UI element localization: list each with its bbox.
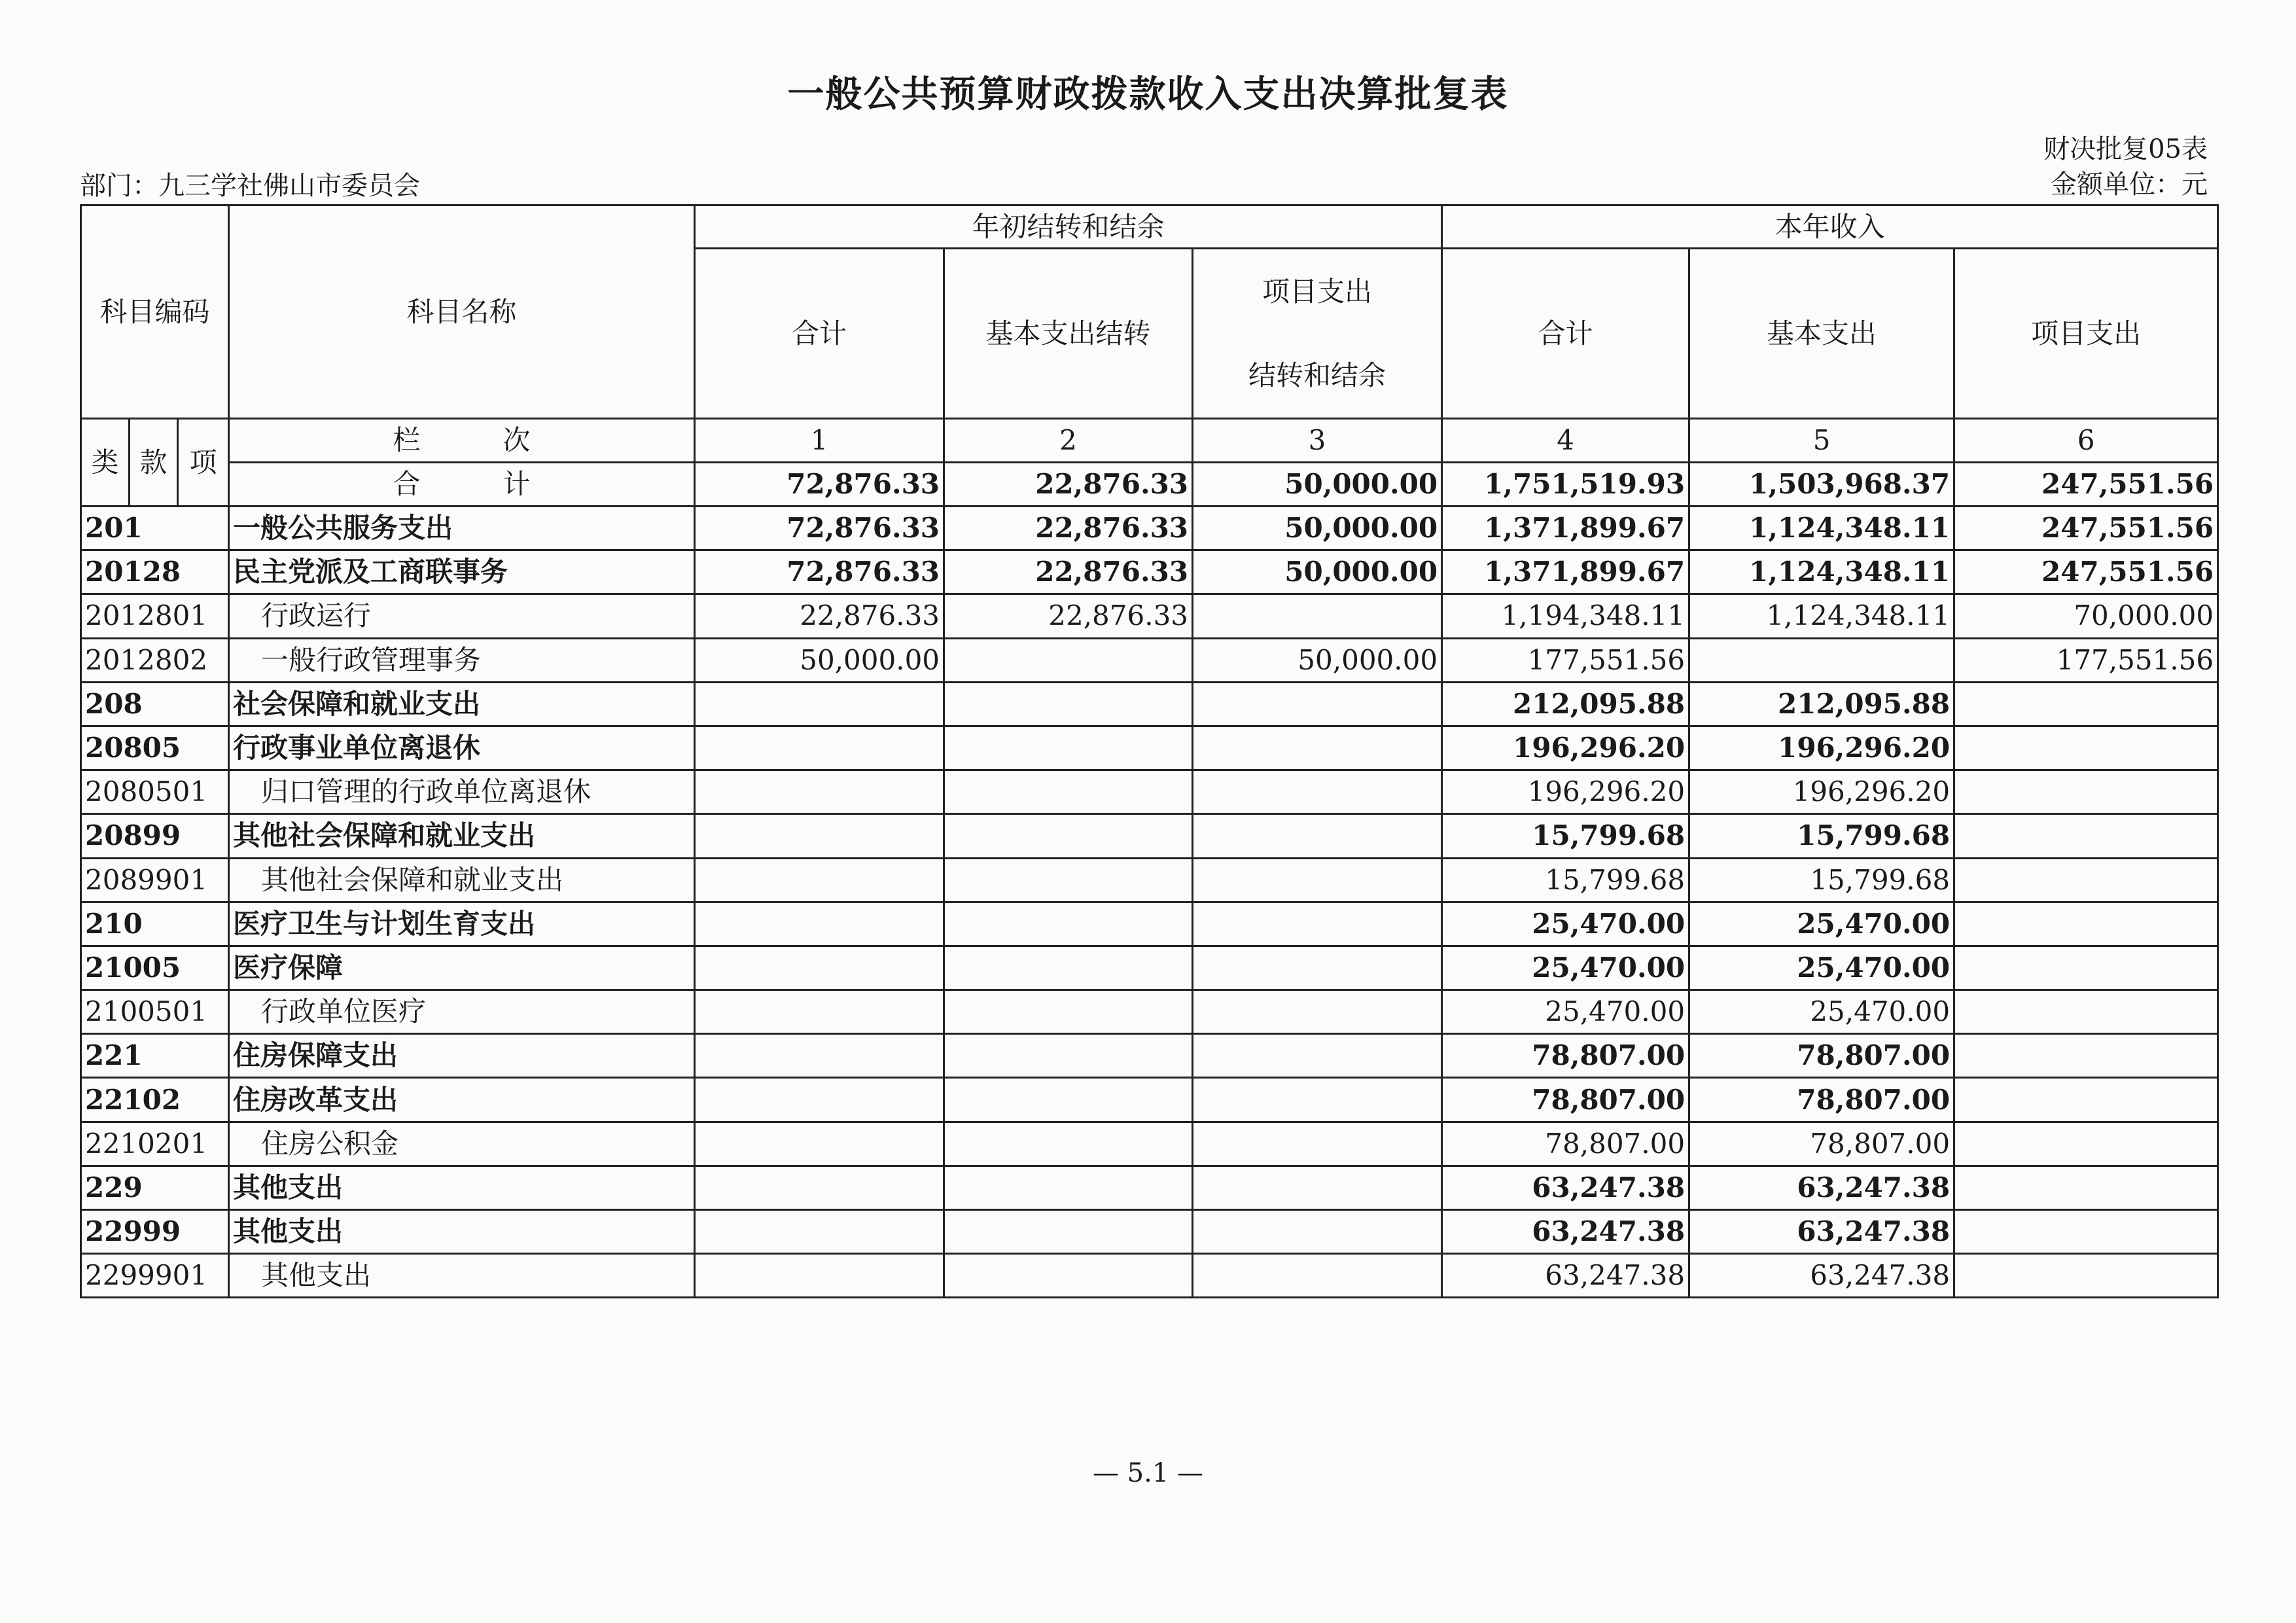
amount-cell (1954, 726, 2218, 770)
subject-name: 其他支出 (229, 1166, 695, 1209)
amount-cell (1954, 1166, 2218, 1209)
amount-cell: 15,799.68 (1442, 858, 1689, 902)
amount-cell: 25,470.00 (1442, 946, 1689, 990)
subject-code: 2080501 (81, 770, 229, 814)
amount-cell (944, 814, 1193, 858)
subject-code: 2012802 (81, 638, 229, 682)
amount-cell: 25,470.00 (1689, 990, 1954, 1034)
amount-cell: 78,807.00 (1689, 1078, 1954, 1122)
amount-cell (1193, 594, 1442, 638)
amount-cell: 25,470.00 (1689, 946, 1954, 990)
amount-cell (944, 902, 1193, 946)
table-row (81, 638, 2218, 682)
amount-cell: 25,470.00 (1442, 990, 1689, 1034)
amount-cell: 72,876.33 (695, 507, 944, 550)
amount-cell (944, 1034, 1193, 1078)
amount-cell (695, 946, 944, 990)
header-kuan: 款 (130, 419, 178, 507)
subject-code: 208 (81, 682, 229, 726)
amount-cell (1193, 682, 1442, 726)
amount-cell (695, 1078, 944, 1122)
amount-cell (944, 770, 1193, 814)
amount-cell (1193, 1078, 1442, 1122)
amount-cell (944, 726, 1193, 770)
subject-code: 20899 (81, 814, 229, 858)
subject-code: 2089901 (81, 858, 229, 902)
amount-cell (695, 1210, 944, 1254)
amount-cell: 50,000.00 (1193, 550, 1442, 594)
amount-cell (944, 638, 1193, 682)
amount-cell (944, 682, 1193, 726)
table-row (81, 726, 2218, 770)
amount-cell (695, 1166, 944, 1209)
amount-cell (1954, 1210, 2218, 1254)
amount-cell (695, 1122, 944, 1166)
totals-cell: 50,000.00 (1193, 463, 1442, 507)
amount-cell: 1,371,899.67 (1442, 507, 1689, 550)
amount-cell (1954, 770, 2218, 814)
subject-code: 22999 (81, 1210, 229, 1254)
table-row (81, 902, 2218, 946)
table-row (81, 990, 2218, 1034)
amount-cell (695, 1254, 944, 1298)
col-number: 2 (944, 419, 1193, 463)
subject-code: 229 (81, 1166, 229, 1209)
amount-cell (944, 1078, 1193, 1122)
header-xiang: 项 (178, 419, 229, 507)
table-row (81, 858, 2218, 902)
subject-name: 其他社会保障和就业支出 (229, 814, 695, 858)
amount-cell (1954, 990, 2218, 1034)
amount-cell: 1,194,348.11 (1442, 594, 1689, 638)
subject-name: 医疗卫生与计划生育支出 (229, 902, 695, 946)
subject-name: 一般公共服务支出 (229, 507, 695, 550)
totals-cell: 1,751,519.93 (1442, 463, 1689, 507)
subject-code: 210 (81, 902, 229, 946)
amount-cell (944, 946, 1193, 990)
col-number: 4 (1442, 419, 1689, 463)
amount-cell: 63,247.38 (1689, 1166, 1954, 1209)
amount-cell: 78,807.00 (1442, 1034, 1689, 1078)
amount-cell: 72,876.33 (695, 550, 944, 594)
amount-cell (1193, 1034, 1442, 1078)
amount-cell: 1,124,348.11 (1689, 507, 1954, 550)
amount-cell (1954, 1078, 2218, 1122)
header-carryover-total: 合计 (695, 249, 944, 419)
amount-cell: 50,000.00 (695, 638, 944, 682)
amount-cell: 63,247.38 (1442, 1210, 1689, 1254)
amount-cell (1193, 902, 1442, 946)
amount-cell (695, 858, 944, 902)
amount-cell: 196,296.20 (1689, 726, 1954, 770)
amount-cell: 22,876.33 (944, 550, 1193, 594)
amount-cell (695, 902, 944, 946)
amount-cell: 15,799.68 (1689, 814, 1954, 858)
amount-cell (1193, 858, 1442, 902)
amount-cell (695, 814, 944, 858)
amount-cell (1954, 814, 2218, 858)
col-number: 3 (1193, 419, 1442, 463)
totals-cell: 1,503,968.37 (1689, 463, 1954, 507)
subject-name: 住房公积金 (229, 1122, 695, 1166)
table-row (81, 507, 2218, 550)
table-row (81, 1122, 2218, 1166)
amount-cell (1193, 946, 1442, 990)
subject-code: 2100501 (81, 990, 229, 1034)
table-row (81, 682, 2218, 726)
subject-name: 归口管理的行政单位离退休 (229, 770, 695, 814)
header-carryover-project-line1: 项目支出 (1262, 275, 1373, 308)
amount-cell (1193, 1166, 1442, 1209)
amount-cell: 22,876.33 (944, 594, 1193, 638)
amount-cell: 63,247.38 (1442, 1166, 1689, 1209)
subject-code: 20805 (81, 726, 229, 770)
header-group-carryover: 年初结转和结余 (695, 205, 1442, 249)
amount-cell (1193, 990, 1442, 1034)
amount-cell: 212,095.88 (1689, 682, 1954, 726)
amount-cell (695, 1034, 944, 1078)
amount-cell (695, 682, 944, 726)
form-number: 财决批复05表 (2043, 134, 2208, 164)
subject-name: 其他社会保障和就业支出 (229, 858, 695, 902)
subject-name: 其他支出 (229, 1210, 695, 1254)
amount-cell: 247,551.56 (1954, 507, 2218, 550)
header-income-total: 合计 (1442, 249, 1689, 419)
subject-code: 21005 (81, 946, 229, 990)
page-number: — 5.1 — (1092, 1458, 1204, 1488)
amount-cell (695, 990, 944, 1034)
table-row (81, 594, 2218, 638)
amount-cell (944, 1254, 1193, 1298)
amount-cell: 50,000.00 (1193, 638, 1442, 682)
amount-cell: 25,470.00 (1442, 902, 1689, 946)
totals-row (81, 463, 2218, 507)
table-row (81, 1078, 2218, 1122)
amount-cell (944, 858, 1193, 902)
subject-name: 社会保障和就业支出 (229, 682, 695, 726)
header-income-basic: 基本支出 (1689, 249, 1954, 419)
amount-cell: 196,296.20 (1689, 770, 1954, 814)
amount-cell: 25,470.00 (1689, 902, 1954, 946)
header-name: 科目名称 (229, 205, 695, 419)
amount-cell: 63,247.38 (1689, 1254, 1954, 1298)
amount-cell: 22,876.33 (944, 507, 1193, 550)
table-row (81, 1254, 2218, 1298)
amount-cell: 70,000.00 (1954, 594, 2218, 638)
amount-cell: 177,551.56 (1442, 638, 1689, 682)
amount-cell (1954, 1122, 2218, 1166)
subject-name: 住房改革支出 (229, 1078, 695, 1122)
subject-code: 2012801 (81, 594, 229, 638)
totals-label: 合 计 (229, 463, 695, 507)
amount-cell (1193, 814, 1442, 858)
subject-code: 2210201 (81, 1122, 229, 1166)
subject-code: 221 (81, 1034, 229, 1078)
amount-cell: 1,124,348.11 (1689, 594, 1954, 638)
subject-name: 医疗保障 (229, 946, 695, 990)
header-code: 科目编码 (81, 205, 229, 419)
subject-name: 行政单位医疗 (229, 990, 695, 1034)
amount-cell: 78,807.00 (1689, 1034, 1954, 1078)
amount-cell (944, 990, 1193, 1034)
amount-unit: 金额单位：元 (2051, 169, 2208, 200)
amount-cell (944, 1122, 1193, 1166)
subject-code: 20128 (81, 550, 229, 594)
amount-cell (695, 726, 944, 770)
amount-cell: 63,247.38 (1689, 1210, 1954, 1254)
amount-cell: 1,124,348.11 (1689, 550, 1954, 594)
amount-cell (1954, 1034, 2218, 1078)
totals-cell: 72,876.33 (695, 463, 944, 507)
subject-name: 行政运行 (229, 594, 695, 638)
amount-cell (1193, 1210, 1442, 1254)
amount-cell (1193, 726, 1442, 770)
amount-cell (1193, 1122, 1442, 1166)
totals-cell: 22,876.33 (944, 463, 1193, 507)
amount-cell (1954, 946, 2218, 990)
amount-cell: 15,799.68 (1442, 814, 1689, 858)
totals-cell: 247,551.56 (1954, 463, 2218, 507)
subject-name: 其他支出 (229, 1254, 695, 1298)
amount-cell (1954, 858, 2218, 902)
amount-cell: 196,296.20 (1442, 726, 1689, 770)
table-row (81, 770, 2218, 814)
amount-cell (1689, 638, 1954, 682)
col-number: 1 (695, 419, 944, 463)
subject-name: 一般行政管理事务 (229, 638, 695, 682)
table-row (81, 1034, 2218, 1078)
department-label: 部门：九三学社佛山市委员会 (80, 171, 420, 201)
amount-cell (1954, 902, 2218, 946)
amount-cell: 78,807.00 (1442, 1078, 1689, 1122)
table-row (81, 1210, 2218, 1254)
amount-cell: 50,000.00 (1193, 507, 1442, 550)
amount-cell: 78,807.00 (1442, 1122, 1689, 1166)
subject-code: 22102 (81, 1078, 229, 1122)
amount-cell: 247,551.56 (1954, 550, 2218, 594)
amount-cell: 22,876.33 (695, 594, 944, 638)
amount-cell (695, 770, 944, 814)
subject-code: 2299901 (81, 1254, 229, 1298)
table-row (81, 1166, 2218, 1209)
col-number: 5 (1689, 419, 1954, 463)
amount-cell (1954, 1254, 2218, 1298)
amount-cell (944, 1166, 1193, 1209)
amount-cell: 1,371,899.67 (1442, 550, 1689, 594)
table-row (81, 946, 2218, 990)
page-title: 一般公共预算财政拨款收入支出决算批复表 (787, 73, 1509, 116)
header-carryover-project-line2: 结转和结余 (1248, 359, 1386, 391)
table-row (81, 814, 2218, 858)
header-carryover-basic: 基本支出结转 (944, 249, 1193, 419)
amount-cell: 196,296.20 (1442, 770, 1689, 814)
header-group-income: 本年收入 (1442, 205, 2218, 249)
header-lanci: 栏 次 (229, 419, 695, 463)
subject-name: 民主党派及工商联事务 (229, 550, 695, 594)
col-number: 6 (1954, 419, 2218, 463)
amount-cell (1954, 682, 2218, 726)
subject-name: 住房保障支出 (229, 1034, 695, 1078)
header-lei: 类 (81, 419, 130, 507)
amount-cell (944, 1210, 1193, 1254)
amount-cell: 177,551.56 (1954, 638, 2218, 682)
amount-cell: 78,807.00 (1689, 1122, 1954, 1166)
header-carryover-project (1193, 249, 1442, 419)
subject-code: 201 (81, 507, 229, 550)
amount-cell: 63,247.38 (1442, 1254, 1689, 1298)
table-row (81, 550, 2218, 594)
amount-cell (1193, 1254, 1442, 1298)
amount-cell: 15,799.68 (1689, 858, 1954, 902)
subject-name: 行政事业单位离退休 (229, 726, 695, 770)
budget-table (80, 204, 2219, 1298)
amount-cell: 212,095.88 (1442, 682, 1689, 726)
header-income-project: 项目支出 (1954, 249, 2218, 419)
amount-cell (1193, 770, 1442, 814)
